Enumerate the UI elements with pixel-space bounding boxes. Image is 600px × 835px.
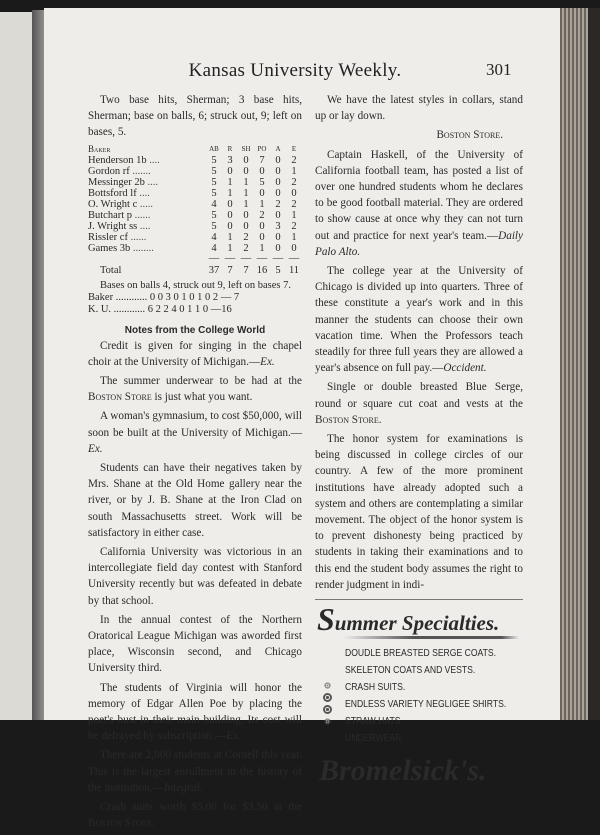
stat-cell: 0: [275, 231, 281, 243]
circle-ornament-icon: [323, 693, 332, 702]
player-name: [88, 232, 206, 243]
stat-cell: 1: [291, 231, 297, 243]
note-source: Ex.: [225, 730, 241, 743]
player-name-text: Henderson 1b: [88, 154, 147, 166]
stat-cell: 5: [211, 165, 217, 177]
total-label: Total: [100, 264, 122, 276]
stat-cell: 1: [227, 242, 233, 254]
article-text: The honor system for examinations is being discussed in college circles of our country. A few of the more prominent institutions have already adopted such a system and others are contemplating a similar movement. The object of the honor system is to prevent dishonesty being practiced by students in taking their examinations and to this end the student body assumes the right to render judgment in indi-: [315, 433, 523, 591]
table-row: [88, 177, 302, 188]
total-cell: 37: [208, 264, 220, 276]
stat-cell: 4: [211, 231, 217, 243]
advertisement-bromelsick: [315, 599, 523, 791]
total-cell: 5: [275, 264, 281, 276]
stat-cell: 0: [243, 220, 249, 232]
player-name: [88, 177, 206, 188]
ad-items: [345, 645, 507, 747]
stat-cell: 0: [259, 220, 265, 232]
note-source: Ex.: [88, 442, 103, 455]
note-text: There are 2,000 students at Cornell this year. This is the largest enrollment in the history of the institution.—: [88, 749, 302, 794]
stat-cell: 1: [291, 165, 297, 177]
note-text: Students can have their negatives taken by Mrs. Shane at the Old Home gallery near the river, or by J. B. Shane at the Iron Clad on south Massachusetts street. Work will be satisfactory in either case.: [88, 462, 302, 539]
total-cell: 11: [288, 264, 300, 276]
stat-cell: 2: [291, 154, 297, 166]
page-number: 301: [486, 60, 512, 79]
leader-dots: ......: [132, 209, 151, 221]
ad-item: DOUDLE BREASTED SERGE COATS.: [345, 647, 497, 660]
note-text: Crash suits worth $5.00 for $3.50 at the: [100, 801, 302, 814]
ad-item: CRASH SUITS.: [345, 681, 406, 694]
box-score-intro: Two base hits, Sherman; 3 base hits, Sherman; base on balls, 6; struck out, 9; left on bases, 5.: [88, 94, 302, 139]
stat-cell: 0: [275, 187, 281, 199]
stat-cell: 1: [227, 231, 233, 243]
table-row: [88, 188, 302, 199]
team-name: Baker: [88, 143, 111, 154]
store-name: Boston Store: [88, 391, 152, 404]
stat-cell: 2: [275, 198, 281, 210]
stat-cell: 2: [259, 209, 265, 221]
article-honor-system: [315, 431, 523, 593]
stat-cell: 5: [211, 154, 217, 166]
circle-ornament-icon: [324, 718, 330, 724]
stat-cell: 0: [275, 209, 281, 221]
stat-cell: 0: [275, 154, 281, 166]
ad-title: [317, 601, 523, 638]
player-name-text: Bottsford lf: [88, 187, 137, 199]
ad-item: SKELETON COATS AND VESTS.: [345, 664, 476, 677]
leader-dots: ....: [137, 220, 151, 232]
book-cover-edge: [588, 8, 600, 720]
stat-cell: 1: [227, 176, 233, 188]
total-cell: 7: [243, 264, 249, 276]
store-name: Boston Store: [88, 817, 152, 830]
stat-cell: 5: [211, 209, 217, 221]
column-header: SH: [241, 144, 251, 153]
news-note: [88, 408, 302, 457]
stat-cell: 0: [227, 220, 233, 232]
stat-cell: 1: [243, 198, 249, 210]
stat-cell: 2: [291, 176, 297, 188]
store-name: Boston Store.: [315, 413, 382, 426]
article-blue-serge: [315, 379, 523, 428]
stat-cell: 0: [291, 187, 297, 199]
news-note: [88, 338, 302, 370]
stat-cell: 1: [243, 176, 249, 188]
article-text: Single or double breasted Blue Serge, round or square cut coat and vests at the: [315, 381, 523, 410]
table-row: [88, 232, 302, 243]
stat-cell: 1: [291, 209, 297, 221]
stat-cell: 1: [243, 187, 249, 199]
stat-cell: 5: [211, 187, 217, 199]
signature-boston-store: Boston Store.: [436, 129, 503, 142]
leader-dots: ......: [127, 231, 147, 243]
stat-cell: 3: [275, 220, 281, 232]
stat-cell: 0: [243, 165, 249, 177]
news-note: [88, 680, 302, 745]
article-collars: [315, 92, 523, 124]
total-cell: 16: [256, 264, 268, 276]
leader-dots: .......: [129, 165, 151, 177]
note-text: In the annual contest of the Northern Oratorical League Michigan was aworded first place, Wisconsin second, and Chicago University third.: [88, 613, 302, 675]
section-title: Notes from the College World: [124, 324, 266, 336]
player-name-text: J. Wright ss: [88, 220, 138, 232]
column-header: R: [227, 144, 233, 153]
stat-cell: 5: [211, 176, 217, 188]
news-note: [88, 747, 302, 796]
leader-dots: ....: [146, 154, 160, 166]
inning-line: 6 2 2 4 0 1 1 0 —16: [147, 303, 232, 315]
box-score-table: [88, 144, 302, 279]
stat-cell: 4: [211, 242, 217, 254]
stat-cell: 0: [259, 165, 265, 177]
player-name: [88, 221, 206, 232]
leader-dots: ........: [130, 242, 154, 254]
stat-cell: 1: [259, 198, 265, 210]
stat-cell: 4: [211, 198, 217, 210]
note-source: Integral.: [163, 781, 203, 794]
note-text: The students of Virginia will honor the memory of Edgar Allen Poe by placing the poet's bust in their main building. Its cost will be defrayed by subscription.—: [88, 681, 302, 743]
news-note: [88, 612, 302, 677]
table-row: [88, 243, 302, 254]
news-note: [88, 799, 302, 831]
leader-dots: ....: [136, 187, 150, 199]
player-name: [88, 210, 206, 221]
article-text: We have the latest styles in collars, stand up or lay down.: [315, 94, 523, 123]
leader-dots: .....: [137, 198, 153, 210]
inning-line: 0 0 3 0 1 0 1 0 2 — 7: [149, 291, 240, 303]
stat-cell: 0: [227, 165, 233, 177]
ad-title-rest: ummer Specialties.: [334, 611, 500, 636]
circle-ornament-icon: [324, 682, 330, 688]
player-name-text: Messinger 2b: [88, 176, 145, 188]
table-row: [88, 199, 302, 210]
table-row: [88, 166, 302, 177]
column-header: PO: [257, 144, 267, 153]
ornament: [323, 681, 333, 729]
player-name: [88, 188, 206, 199]
stat-cell: 0: [275, 176, 281, 188]
ad-brand: Bromelsick's.: [319, 754, 487, 788]
total-rule: — — — — — —: [208, 253, 300, 263]
stat-cell: 2: [291, 220, 297, 232]
news-note: [88, 460, 302, 541]
table-row: [88, 155, 302, 166]
player-name: [88, 243, 206, 254]
inning-team: Baker: [88, 291, 114, 303]
news-note: [88, 544, 302, 609]
stat-cell: 0: [259, 231, 265, 243]
stat-cell: 0: [275, 165, 281, 177]
inning-team: K. U.: [88, 303, 112, 315]
article-source: Daily Palo Alto.: [315, 229, 523, 258]
ad-item: ENDLESS VARIETY NEGLIGEE SHIRTS.: [345, 698, 507, 711]
player-name: [88, 199, 206, 210]
stat-cell: 3: [227, 154, 233, 166]
ad-item: UNDERWEAR.: [345, 732, 404, 745]
right-column: [315, 92, 523, 791]
player-name: [88, 155, 206, 166]
stat-cell: 1: [227, 187, 233, 199]
stat-cell: 0: [259, 187, 265, 199]
inning-score-row: Baker ............ 0 0 3 0 1 0 1 0 2 — 7: [88, 291, 240, 303]
column-header: A: [275, 144, 281, 153]
column-header: E: [291, 144, 297, 153]
table-row: [88, 210, 302, 221]
note-text: Credit is given for singing in the chapel choir at the University of Michigan.—: [88, 339, 302, 368]
facing-page-edge: [0, 12, 32, 720]
note-text-after: is just what you want.: [151, 391, 253, 404]
circle-ornament-icon: [323, 705, 332, 714]
player-name-text: Games 3b: [88, 242, 131, 254]
note-text: The summer underwear to be had at the: [100, 375, 302, 388]
stat-cell: 2: [291, 198, 297, 210]
article-chicago: [315, 263, 523, 376]
note-source: Ex.: [260, 355, 275, 368]
player-name-text: Butchart p: [88, 209, 133, 221]
stat-cell: 2: [243, 242, 249, 254]
stat-cell: 0: [227, 209, 233, 221]
note-text-after: .: [151, 817, 155, 830]
article-text: Captain Haskell, of the University of California football team, has posted a list of over one hundred students whom he declares to be good football material. They are ordered to show cause at once why they can not turn out and practice for next year's team.—: [315, 148, 523, 242]
table-row: [88, 221, 302, 232]
stat-cell: 7: [259, 154, 265, 166]
player-name: [88, 166, 206, 177]
news-note: [88, 373, 302, 405]
stat-cell: 0: [291, 242, 297, 254]
article-text: The college year at the University of Chicago is divided up into quarters. Three of these constitute a year's work and in this manner the students can choose their own vacation time. When the Professors teach steadily for three full years they are allowed a year's absence on full pay.—: [315, 265, 523, 375]
left-column: [88, 92, 302, 835]
running-header-title: Kansas University Weekly.: [188, 60, 402, 81]
stat-cell: 1: [259, 242, 265, 254]
stat-cell: 5: [259, 176, 265, 188]
stat-cell: 0: [243, 154, 249, 166]
player-name-text: Gordon rf: [88, 165, 130, 177]
column-header: AB: [209, 144, 219, 153]
stat-cell: 0: [275, 242, 281, 254]
article-source: Occident.: [443, 362, 487, 375]
stat-cell: 5: [211, 220, 217, 232]
ad-item: STRAW HATS.: [345, 715, 403, 728]
total-row: [88, 263, 302, 279]
leader-dots: ....: [144, 176, 158, 188]
total-cell: 7: [227, 264, 233, 276]
stat-cell: 0: [227, 198, 233, 210]
stat-cell: 2: [243, 231, 249, 243]
ad-body: [315, 645, 523, 747]
article-haskell: [315, 147, 523, 260]
ad-title-initial: S: [317, 601, 335, 638]
note-text: California University was victorious in an intercollegiate field day contest with Stanford University recently but was defeated in debate by that school.: [88, 546, 302, 607]
box-score-summary: Bases on balls 4, struck out 9, left on bases 7.: [100, 279, 292, 291]
player-name-text: Rissler cf: [88, 231, 128, 243]
inning-score-row: K. U. ............ 6 2 2 4 0 1 1 0 —16: [88, 303, 232, 315]
player-name-text: O. Wright c: [88, 198, 138, 210]
note-text: A woman's gymnasium, to cost $50,000, will soon be built at the University of Michigan.—: [88, 410, 302, 439]
stat-cell: 0: [243, 209, 249, 221]
divider: [315, 599, 523, 600]
